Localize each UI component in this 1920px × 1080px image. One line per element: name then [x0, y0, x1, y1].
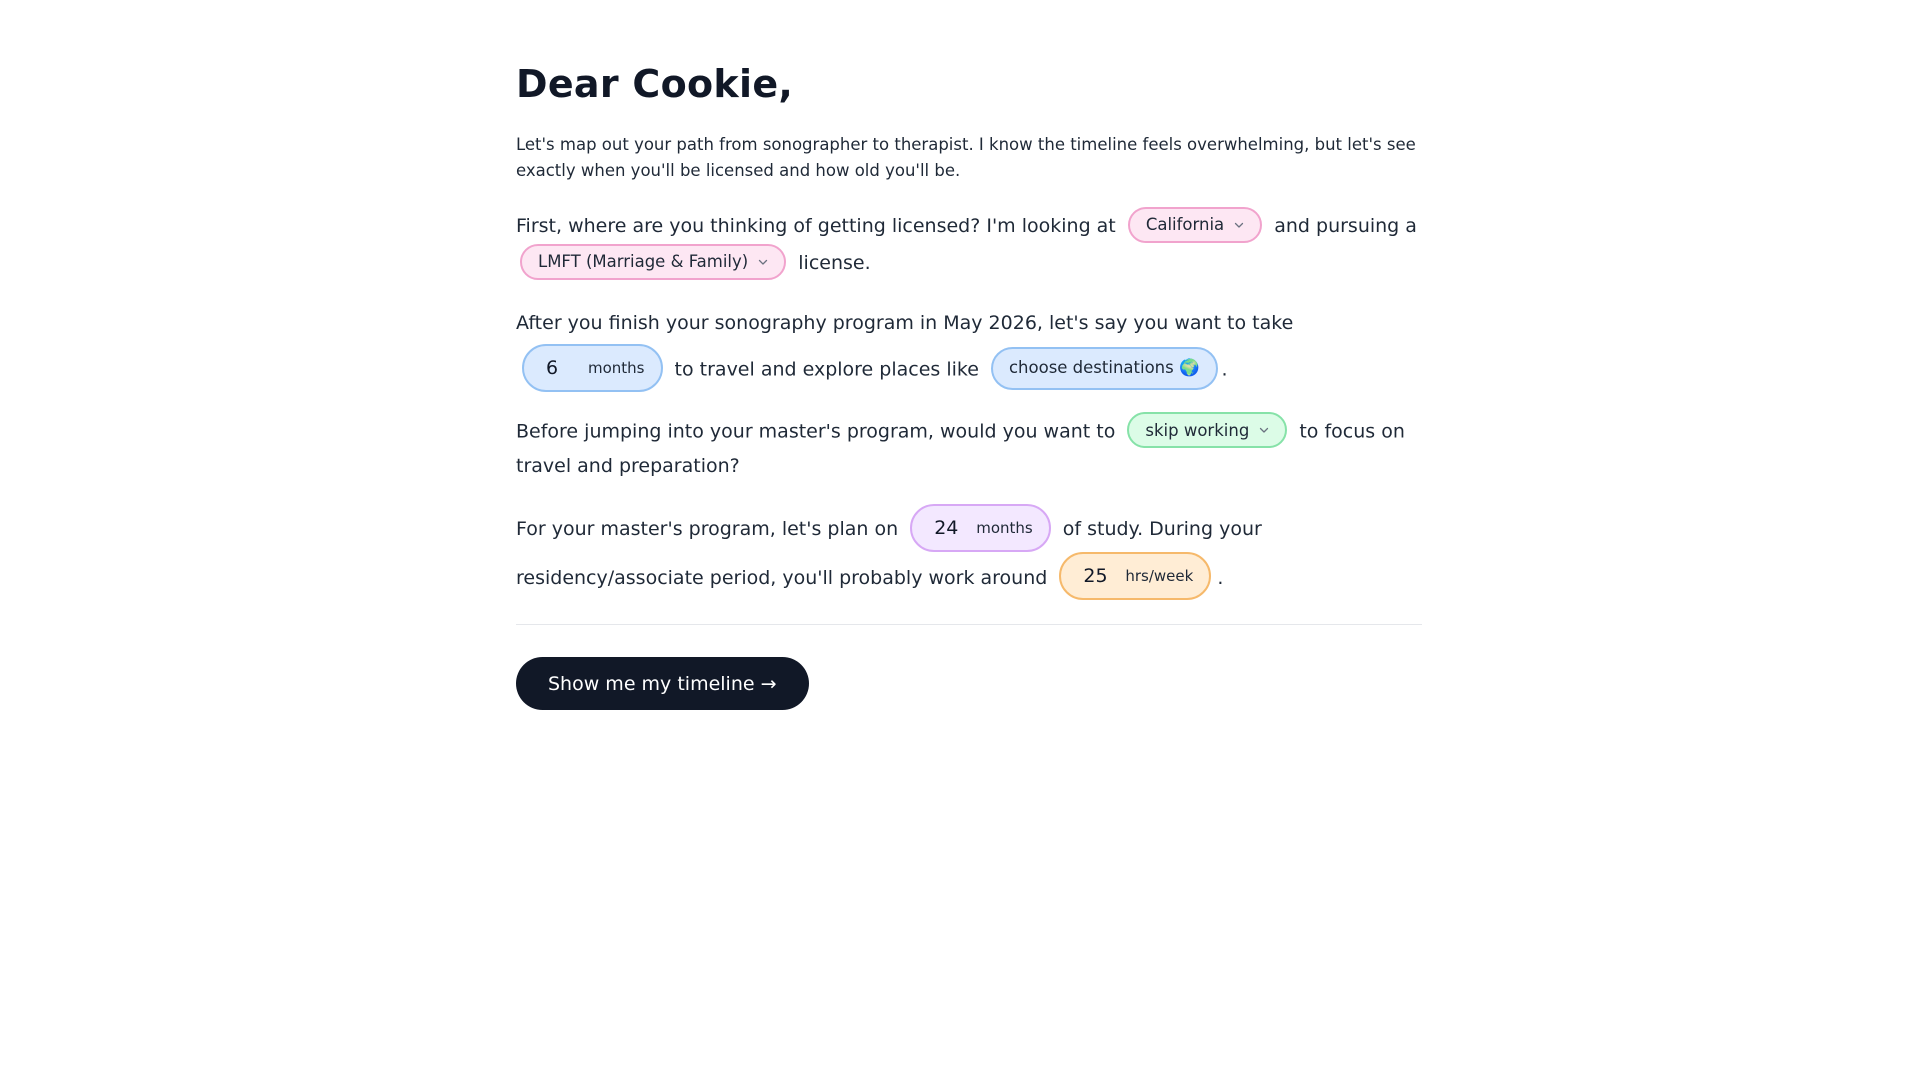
work-select[interactable]	[1127, 412, 1287, 448]
hours-per-week-value[interactable]: 25	[1083, 565, 1108, 587]
hours-per-week-input[interactable]	[1059, 552, 1211, 600]
license-text-2: and pursuing a	[1274, 215, 1417, 237]
page-title: Dear Cookie,	[516, 62, 794, 106]
work-text-2: to focus on travel and preparation?	[516, 420, 1405, 477]
travel-paragraph	[516, 300, 1422, 394]
license-text-1: First, where are you thinking of getting licensed? I'm looking at	[516, 215, 1116, 237]
license-text-3: license.	[798, 252, 871, 274]
program-text-3: .	[1217, 566, 1224, 589]
program-text-1: For your master's program, let's plan on	[516, 518, 899, 540]
work-paragraph	[516, 414, 1422, 483]
license-type-value: LMFT (Marriage & Family)	[538, 252, 749, 271]
program-months-input[interactable]	[910, 504, 1051, 552]
work-select-value: skip working	[1145, 420, 1250, 440]
chevron-down-icon	[1234, 220, 1244, 230]
program-paragraph	[516, 505, 1422, 602]
break-months-unit: months	[588, 359, 645, 377]
break-months-input[interactable]	[522, 344, 663, 392]
letter-form	[516, 56, 1422, 710]
license-paragraph	[516, 208, 1422, 282]
license-type-select[interactable]	[520, 244, 786, 280]
state-select-value: California	[1145, 215, 1225, 234]
work-text-1: Before jumping into your master's program, would you want to	[516, 420, 1116, 443]
travel-text-2: to travel and explore places like	[674, 358, 979, 381]
chevron-down-icon	[758, 257, 768, 267]
travel-text-1: After you finish your sonography program in May 2026, let's say you want to take	[516, 312, 1294, 334]
program-text-2: of study. During your residency/associate period, you'll probably work around	[516, 518, 1262, 589]
break-months-value[interactable]: 6	[546, 357, 559, 379]
chevron-down-icon	[1259, 425, 1269, 435]
intro-text: Let's map out your path from sonographer to therapist. I know the timeline feels overwhelming, but let's see exactly when you'll be licensed and how old you'll be.	[516, 135, 1416, 180]
show-timeline-button[interactable]: Show me my timeline →	[516, 657, 809, 710]
state-select[interactable]	[1128, 207, 1262, 243]
program-months-unit: months	[976, 518, 1033, 537]
travel-text-3: .	[1221, 358, 1228, 381]
program-months-value[interactable]: 24	[934, 516, 959, 539]
section-divider	[516, 624, 1422, 625]
hours-per-week-unit: hrs/week	[1125, 567, 1194, 585]
choose-destinations-button[interactable]: choose destinations 🌍	[991, 347, 1218, 390]
